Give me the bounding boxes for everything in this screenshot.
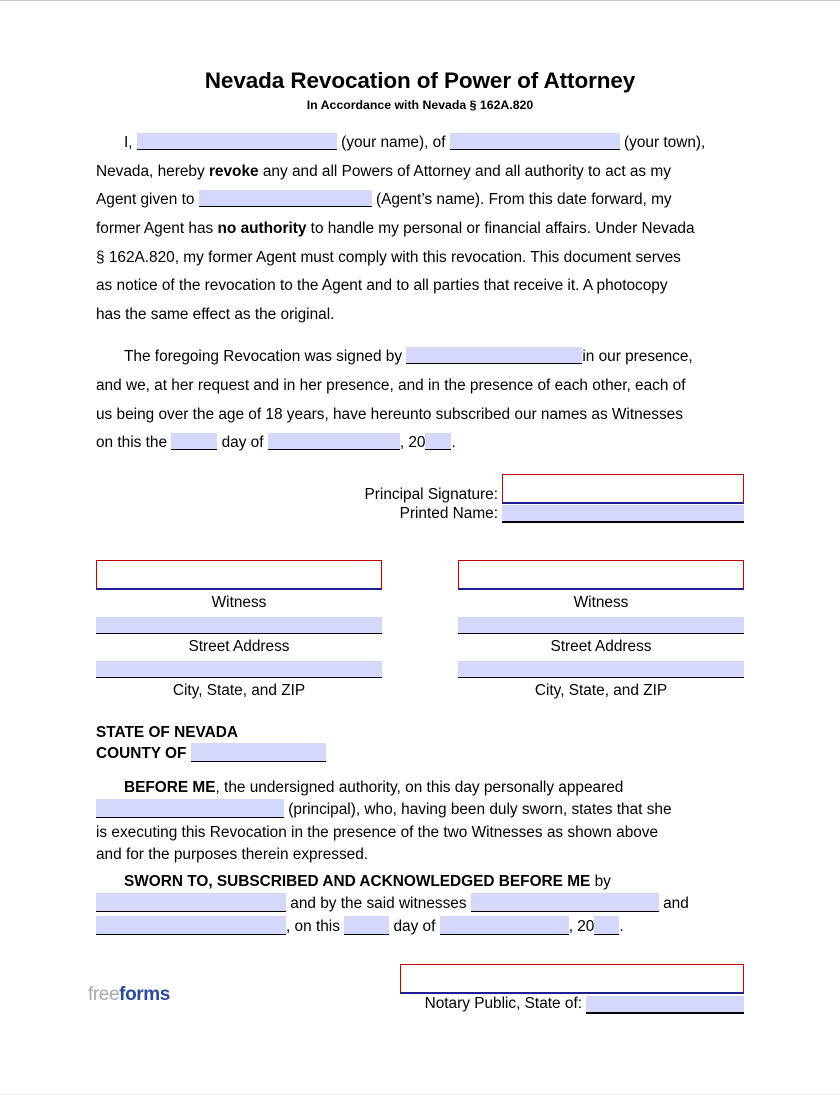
notary-public-state-field[interactable]: [586, 996, 744, 1014]
notary-comma-20-text: , 20: [568, 917, 595, 935]
county-of-label: COUNTY OF: [96, 744, 187, 762]
p1-text-8: former Agent has: [96, 220, 218, 238]
witness-1-caption: Witness: [211, 593, 267, 611]
p1-text-10: § 162A.820, my former Agent must comply with this revocation. This document serves: [96, 248, 681, 266]
p2-text-2: in our presence,: [582, 348, 693, 366]
principal-paren-text: (principal), who, having been duly sworn, states that she: [288, 801, 672, 819]
witness-section: [96, 538, 744, 702]
before-me-bold: BEFORE ME: [124, 778, 216, 796]
page-title: Nevada Revocation of Power of Attorney: [204, 68, 636, 93]
notary-day-field[interactable]: [344, 916, 389, 935]
county-field[interactable]: [191, 743, 326, 762]
month-field[interactable]: [268, 433, 400, 450]
p2-text-5: on this the: [96, 434, 168, 452]
revocation-paragraph: [96, 112, 744, 329]
witness-2-city-field[interactable]: [458, 661, 744, 678]
printed-name-field[interactable]: [502, 505, 744, 523]
agent-name-field[interactable]: [199, 190, 372, 207]
logo-text-free: free: [88, 984, 120, 1005]
p2-text-1: The foregoing Revocation was signed by: [124, 348, 403, 366]
witness-attestation-paragraph: [96, 329, 744, 457]
signed-by-field[interactable]: [406, 347, 582, 364]
sworn-to-bold: SWORN TO, SUBSCRIBED AND ACKNOWLEDGED BEFORE ME: [124, 872, 591, 890]
p2-text-8: .: [451, 434, 456, 452]
p1-text-1: I,: [124, 134, 133, 152]
witness-1-city-caption: City, State, and ZIP: [172, 681, 306, 699]
p1-text-5: any and all Powers of Attorney and all authority to act as my: [258, 162, 671, 180]
witness-2-street-caption: Street Address: [550, 637, 652, 655]
p1-text-11: as notice of the revocation to the Agent and to all parties that receive it. A photocopy: [96, 277, 668, 295]
your-name-field[interactable]: [137, 133, 337, 150]
notary-line-4: and for the purposes therein expressed.: [96, 846, 369, 864]
witness-1-street-caption: Street Address: [188, 637, 290, 655]
notary-signature-wrap: [96, 938, 744, 994]
year-field[interactable]: [425, 433, 451, 450]
state-of-heading: STATE OF NEVADA: [96, 723, 238, 741]
sworn-witness-2-field[interactable]: [96, 916, 286, 935]
p1-text-6: Agent given to: [96, 191, 195, 209]
witness-1-signature-field[interactable]: [96, 560, 382, 590]
principal-signature-block: [96, 458, 744, 538]
witness-column-2: [458, 560, 744, 702]
logo-text-forms: forms: [119, 984, 170, 1005]
p2-text-3: and we, at her request and in her presence, and in the presence of each other, each of: [96, 377, 686, 395]
document-content: [96, 1, 744, 1014]
p1-bold-no-authority: no authority: [217, 220, 307, 238]
on-this-text: , on this: [286, 917, 340, 935]
notary-line-3: is executing this Revocation in the presence of the two Witnesses as shown above: [96, 823, 659, 841]
page-subtitle: In Accordance with Nevada § 162A.820: [306, 97, 534, 112]
witness-2-signature-field[interactable]: [458, 560, 744, 590]
notary-period-text: .: [619, 917, 624, 935]
witness-column-1: [96, 560, 382, 702]
principal-signature-field[interactable]: [502, 474, 744, 504]
and-by-said-witnesses-text: and by the said witnesses: [290, 895, 467, 913]
before-me-rest: , the undersigned authority, on this day personally appeared: [215, 778, 624, 796]
before-me-paragraph: [96, 765, 744, 867]
witness-2-caption: Witness: [573, 593, 629, 611]
and-text-1: and: [663, 895, 689, 913]
witness-1-city-field[interactable]: [96, 661, 382, 678]
sworn-to-paragraph: [96, 867, 744, 939]
notary-state-row: [96, 994, 744, 1014]
p1-text-2: (your name), of: [341, 134, 446, 152]
principal-signature-label: Principal Signature:: [364, 485, 498, 503]
p1-text-7: (Agent’s name). From this date forward, my: [375, 191, 672, 209]
p1-text-4: Nevada, hereby: [96, 162, 209, 180]
p1-bold-revoke: revoke: [208, 162, 259, 180]
principal-signature-row: [96, 474, 744, 504]
witness-1-street-field[interactable]: [96, 617, 382, 634]
sworn-principal-field[interactable]: [96, 893, 286, 912]
p2-text-4: us being over the age of 18 years, have hereunto subscribed our names as Witnesses: [96, 405, 683, 423]
sworn-witness-1-field[interactable]: [471, 893, 659, 912]
notary-principal-field[interactable]: [96, 799, 284, 818]
day-field[interactable]: [171, 433, 217, 450]
p2-text-7: , 20: [399, 434, 426, 452]
your-town-field[interactable]: [450, 133, 620, 150]
notary-day-of-text: day of: [393, 917, 436, 935]
county-of-row: [96, 743, 744, 765]
witness-2-city-caption: City, State, and ZIP: [534, 681, 668, 699]
witness-2-street-field[interactable]: [458, 617, 744, 634]
notary-public-state-label: Notary Public, State of:: [424, 995, 582, 1013]
p1-text-3: (your town),: [624, 134, 706, 152]
p1-text-9: to handle my personal or financial affairs. Under Nevada: [306, 220, 695, 238]
sworn-by-text: by: [590, 872, 611, 890]
notary-year-field[interactable]: [594, 916, 619, 935]
freeforms-logo[interactable]: [88, 985, 170, 1004]
p2-text-6: day of: [221, 434, 264, 452]
printed-name-row: [96, 504, 744, 523]
notary-month-field[interactable]: [440, 916, 569, 935]
printed-name-label: Printed Name:: [399, 504, 498, 522]
notary-signature-field[interactable]: [400, 964, 744, 994]
p1-text-12: has the same effect as the original.: [96, 305, 335, 323]
